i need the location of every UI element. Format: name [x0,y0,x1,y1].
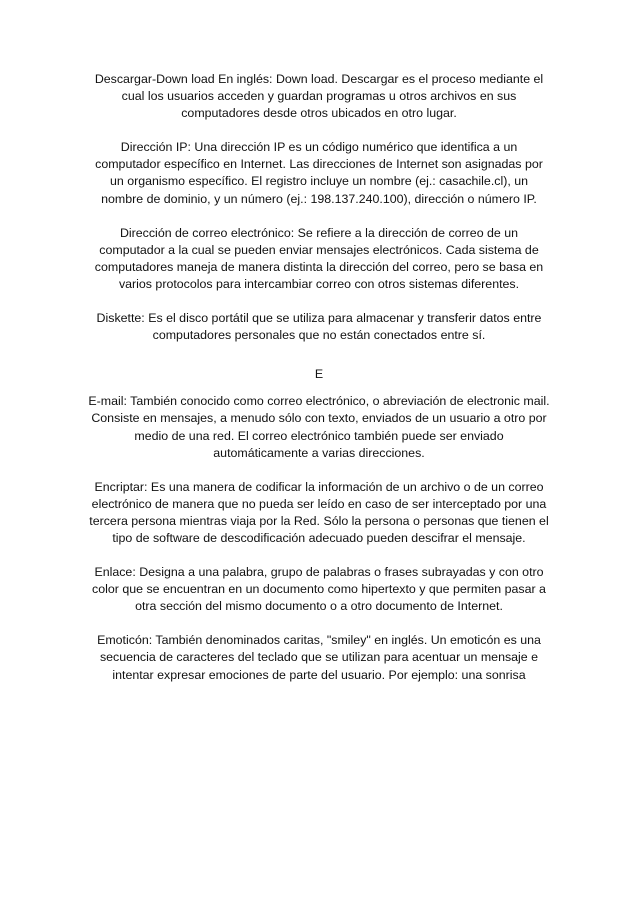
definition-diskette: Diskette: Es el disco portátil que se utiliza para almacenar y transferir datos entre computadores personales que no están conectados entre sí. [96,311,542,343]
glossary-content [88,71,550,701]
definition-enlace: Enlace: Designa a una palabra, grupo de palabras o frases subrayadas y con otro color que se encuentran en un documento como hipertexto y que permiten pasar a otra sección del mismo documento o a otro documento de Internet. [92,565,546,614]
definition-descargar: Descargar-Down load En inglés: Down load. Descargar es el proceso mediante el cual los usuarios acceden y guardan programas u otros archivos en sus computadores desde otros ubicados en otro lugar. [94,72,544,121]
section-letter-heading: E [314,367,324,382]
definition-emoticon: Emoticón: También denominados caritas, "smiley" en inglés. Un emoticón es una secuencia de caracteres del teclado que se utilizan para acentuar un mensaje e intentar expresar emociones de parte del usuario. Por ejemplo: una sonrisa [97,633,541,682]
definition-direccion-ip: Dirección IP: Una dirección IP es un código numérico que identifica a un computador específico en Internet. Las direcciones de Internet son asignadas por un organismo específico. El registro incluye un nombre (ej.: casachile.cl), un nombre de dominio, y un número (ej.: 198.137.240.100), dirección o número IP. [95,140,543,206]
definition-encriptar: Encriptar: Es una manera de codificar la información de un archivo o de un correo electrónico de manera que no pueda ser leído en caso de ser interceptado por una tercera persona mientras viaja por la Red. Sólo la persona o personas que tienen el tipo de software de descodificación adecuado pueden descifrar el mensaje. [89,479,549,545]
definition-email: E-mail: También conocido como correo electrónico, o abreviación de electronic mail. Consiste en mensajes, a menudo sólo con texto, enviados de un usuario a otro por medio de una red. El correo electrónico también puede ser enviado automáticamente a varias direcciones. [88,394,550,460]
definition-direccion-correo: Dirección de correo electrónico: Se refiere a la dirección de correo de un computador a la cual se pueden enviar mensajes electrónicos. Cada sistema de computadores maneja de manera distinta la dirección del correo, pero se basa en varios protocolos para intercambiar correo con otros sistemas diferentes. [94,225,544,291]
